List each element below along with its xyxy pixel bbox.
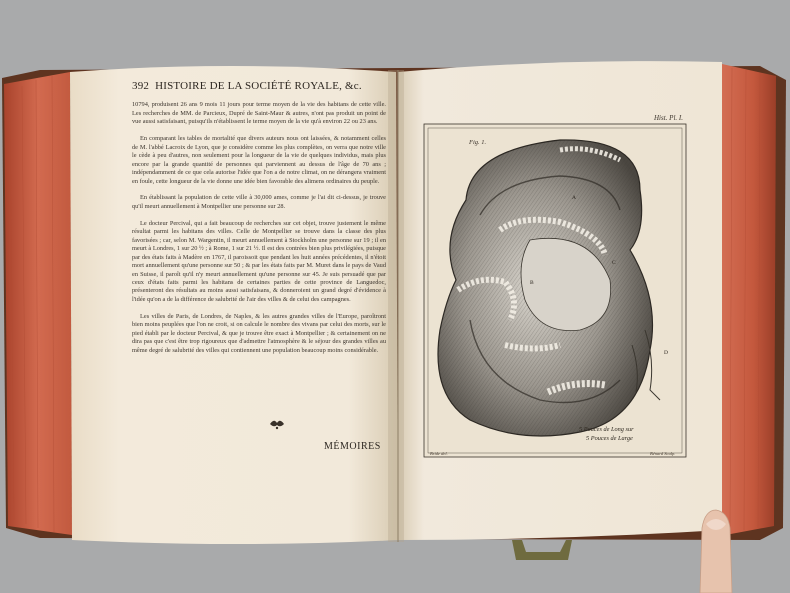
figure-letter-b: B xyxy=(530,280,534,286)
running-head xyxy=(132,80,386,92)
running-head-title: HISTOIRE DE LA SOCIÉTÉ ROYALE, &c. xyxy=(155,80,362,92)
figure-label: Fig. 1. xyxy=(469,139,487,146)
credit-draughtsman: Bride del. xyxy=(430,451,448,456)
figure-letter-d: D xyxy=(664,350,668,356)
paragraph-4: Le docteur Percival, qui a fait beaucoup de recherches sur cet objet, trouve justement le même résultat parmi les habitans des villes. Celle de Montpellier se trouve dans la classe des plus favorisées ; car, selon M. Wargentin, il meurt annuellement à Stockholm une personne sur 19 ; il en meurt à Londres, 1 sur 20 ½ ; à Rome, 1 sur 21 ½. Il est des contrées bien plus privilégiées, puisque par des états faits à Madère en 1767, il paroissoit que pendant les huit années précédentes, il n'étoit mort annuellement qu'une personne sur 50 ; & par les états faits par M. Muret dans le pays de Vaud en Suisse, il paroît qu'il n'y meurt annuellement qu'une personne sur 45. Je suis persuadé que par ceux d'états faits parmi les habitans de certaines parties de cette province de Languedoc, présenteront des résultats au moins aussi satisfaisans, & donneroient un grand degré d'évidence à l'idée qu'on a de la différence de salubrité de l'air des villes & de celui des campagnes. xyxy=(132,219,386,303)
paragraph-3: En établissant la population de cette ville à 30,000 ames, comme je l'ai dit ci-dessus, je trouve qu'il meurt annuellement à Montpellier une personne sur 28. xyxy=(132,194,386,210)
next-section-title: MÉMOIRES xyxy=(324,441,381,452)
caption-line-2: 5 Pouces de Large xyxy=(586,435,633,442)
figure-letter-c: C xyxy=(612,260,616,266)
plate-label: Hist. Pl. I. xyxy=(654,114,683,122)
engraved-specimen xyxy=(438,140,660,436)
figure-letter-a: A xyxy=(572,195,576,201)
paragraph-5: Les villes de Paris, de Londres, de Naples, & les autres grandes villes de l'Europe, paroîtront bien moins peuplées que l'on ne croit, si on calcule le nombre des vivans par celui des morts, sur le pied établi par le docteur Percival, & que je trouve être exact à Montpellier ; & certainement on ne dira pas que c'est être trop rigoureux que d'admettre l'atmosphère & le séjour des grandes villes au même degré de salubrité des villes qui contiennent une population beaucoup moins considérable. xyxy=(132,312,386,354)
paragraph-1: 10794, produisent 26 ans 9 mois 11 jours pour terme moyen de la vie des habitans de cette ville. Les recherches de MM. de Parcieux, Dupré de Saint-Maur & autres, n'ont pas produit un point de vue aussi satisfaisant, puisqu'ils n'établissent le terme moyen de la vie qu'à environ 22 ou 23 ans. xyxy=(132,101,386,126)
paragraph-2: En comparant les tables de mortalité que divers auteurs nous ont laissées, & notamment celles de M. l'abbé Lacroix de Lyon, que je considère comme les plus complètes, on verra que notre ville le cède à peu d'autres, non seulement pour la longueur de la vie de quelques individus, mais plus encore par la grande quantité de personnes qui parviennent au dessus de l'âge de 70 ans ; indépendamment de ce que cela autorise l'idée que l'on a de notre climat, on ne dérangera vraiment en foule, cette longueur de la vie donne une idée bien favorable des alimens ordinaires du peuple. xyxy=(132,135,386,185)
caption-line-1: 5 Pouces de Long sur xyxy=(579,426,634,433)
credit-engraver: Bénard Sculp. xyxy=(650,451,676,456)
body-text xyxy=(132,93,386,364)
left-page xyxy=(132,80,386,364)
page-number: 392 xyxy=(132,80,150,92)
